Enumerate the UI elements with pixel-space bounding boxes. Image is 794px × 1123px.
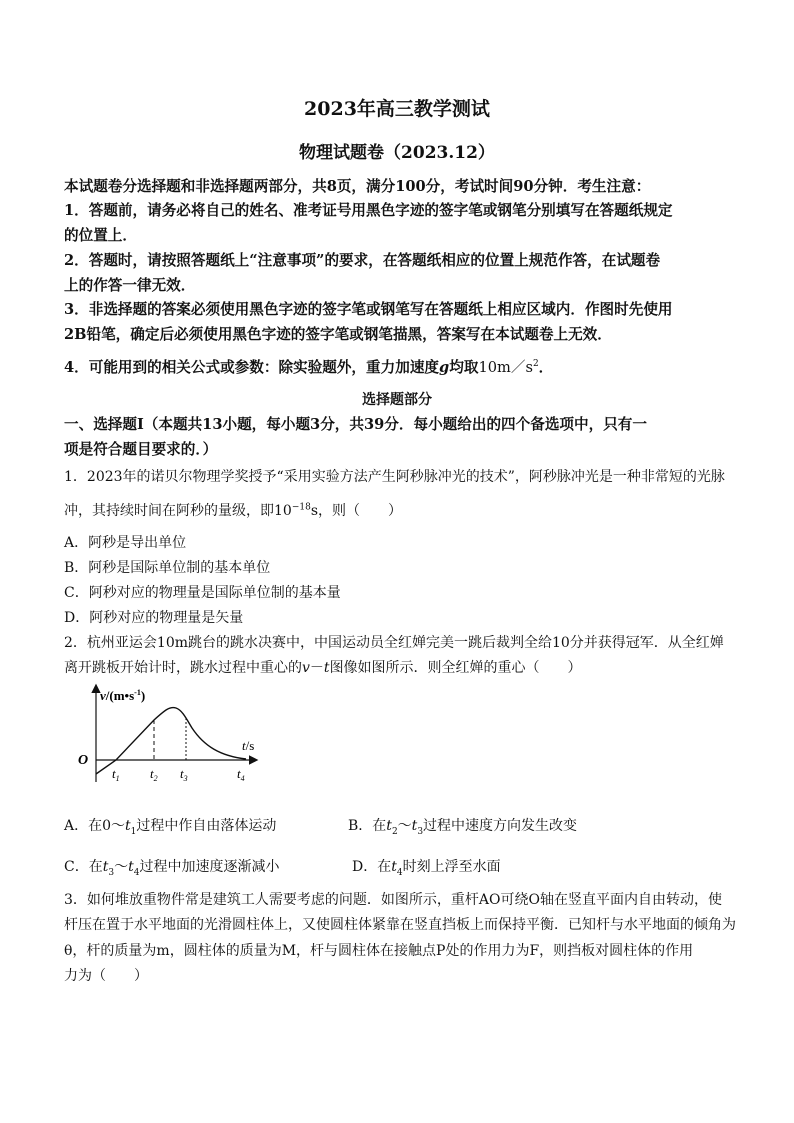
- q2-option-d: D．在$t_4$时刻上浮至水面: [352, 859, 501, 878]
- instruction-2-line-1: 2．答题时，请按照答题纸上“注意事项”的要求，在答题纸相应的位置上规范作答，在试题卷: [64, 252, 661, 269]
- t1-label: $t_1$: [112, 766, 120, 783]
- q1-option-c: C．阿秒对应的物理量是国际单位制的基本量: [64, 585, 341, 601]
- part1-heading-line-2: 项是符合题目要求的．）: [64, 441, 218, 458]
- q1-stem-end: s，则（ ）: [310, 503, 403, 519]
- q2-option-b: B．在$t_2\sim t_3$过程中速度方向发生改变: [348, 818, 578, 837]
- gravity-symbol: g: [439, 359, 450, 376]
- q1-stem-text: 冲，其持续时间在阿秒的量级，即10: [64, 503, 292, 519]
- gravity-exponent: 2: [532, 359, 539, 370]
- q2-stem-text: 离开跳板开始计时，跳水过程中重心的: [64, 660, 302, 676]
- q2-option-c: C．在$t_3\sim t_4$过程中加速度逐渐减小: [64, 859, 280, 878]
- instruction-4-end: ．: [538, 359, 554, 376]
- q3-stem-line-3: θ，杆的质量为m，圆柱体的质量为M，杆与圆柱体在接触点P处的作用力为F，则挡板对圆柱体的作用: [64, 943, 694, 959]
- q3-stem-line-1: 3．如何堆放重物件常是建筑工人需要考虑的问题．如图所示，重杆AO可绕O轴在竖直平面内自由转动，使: [64, 892, 722, 908]
- gravity-value: 10m／s: [478, 359, 533, 376]
- q2-v-symbol: v: [302, 660, 310, 676]
- instruction-3-line-2: 2B铅笔，确定后必须使用黑色字迹的签字笔或钢笔描黑，答案写在本试题卷上无效．: [64, 326, 612, 343]
- exam-title: 2023年高三教学测试: [304, 98, 490, 120]
- instruction-2-line-2: 上的作答一律无效．: [64, 277, 196, 294]
- t4-label: $t_4$: [237, 766, 245, 783]
- q2-stem-line-1: 2．杭州亚运会10m跳台的跳水决赛中，中国运动员全红婵完美一跳后裁判全给10分并获得冠军．从全红婵: [64, 635, 724, 651]
- q1-option-d: D．阿秒对应的物理量是矢量: [64, 610, 244, 626]
- section-heading: 选择题部分: [362, 392, 432, 408]
- instructions-intro: 本试题卷分选择题和非选择题两部分，共8页，满分100分，考试时间90分钟．考生注意：: [64, 178, 651, 195]
- q1-stem-line-1: 1．2023年的诺贝尔物理学奖授予“采用实验方法产生阿秒脉冲光的技术”，阿秒脉冲光是一种非常短的光脉: [64, 469, 725, 485]
- velocity-time-graph: [70, 682, 260, 802]
- instruction-3-line-1: 3．非选择题的答案必须使用黑色字迹的签字笔或钢笔写在答题纸上相应区域内．作图时先使用: [64, 301, 673, 318]
- instruction-4: [64, 356, 734, 377]
- t-axis-label: t/s: [242, 738, 255, 753]
- q2-option-a: A．在$0\sim t_1$过程中作自由落体运动: [64, 818, 277, 837]
- q1-option-a: A．阿秒是导出单位: [64, 535, 187, 551]
- q2-stem-end: 图像如图所示．则全红婵的重心（ ）: [329, 660, 582, 676]
- q1-option-b: B．阿秒是国际单位制的基本单位: [64, 560, 271, 576]
- origin-label: O: [78, 753, 89, 768]
- part1-heading-line-1: 一、选择题Ⅰ（本题共13小题，每小题3分，共39分．每小题给出的四个备选项中，只有一: [64, 416, 647, 433]
- q2-stem-line-2: [64, 657, 734, 677]
- v-t-curve: [96, 708, 246, 775]
- t3-label: $t_3$: [180, 766, 188, 783]
- exam-subtitle: 物理试题卷（2023.12）: [299, 143, 495, 163]
- q3-stem-line-4: 力为（ ）: [64, 968, 148, 984]
- instruction-1-line-2: 的位置上．: [64, 227, 137, 244]
- q2-dash: －: [309, 660, 324, 676]
- v-axis-label: $v/(m•s^{-1})$: [100, 688, 146, 703]
- q2-t-symbol: t: [323, 660, 330, 676]
- q3-stem-line-2: 杆压在置于水平地面的光滑圆柱体上，又使圆柱体紧靠在竖直挡板上而保持平衡．已知杆与水平地面的倾角为: [64, 917, 736, 933]
- q1-exponent: −18: [291, 502, 311, 513]
- instruction-1-line-1: 1．答题前，请务必将自己的姓名、准考证号用黑色字迹的签字笔或钢笔分别填写在答题纸规定: [64, 202, 673, 219]
- instruction-4-mid: 均取: [449, 359, 479, 376]
- q1-stem-line-2: [64, 500, 734, 520]
- t2-label: $t_2$: [150, 766, 158, 783]
- instruction-4-text: 4．可能用到的相关公式或参数：除实验题外，重力加速度: [64, 359, 440, 376]
